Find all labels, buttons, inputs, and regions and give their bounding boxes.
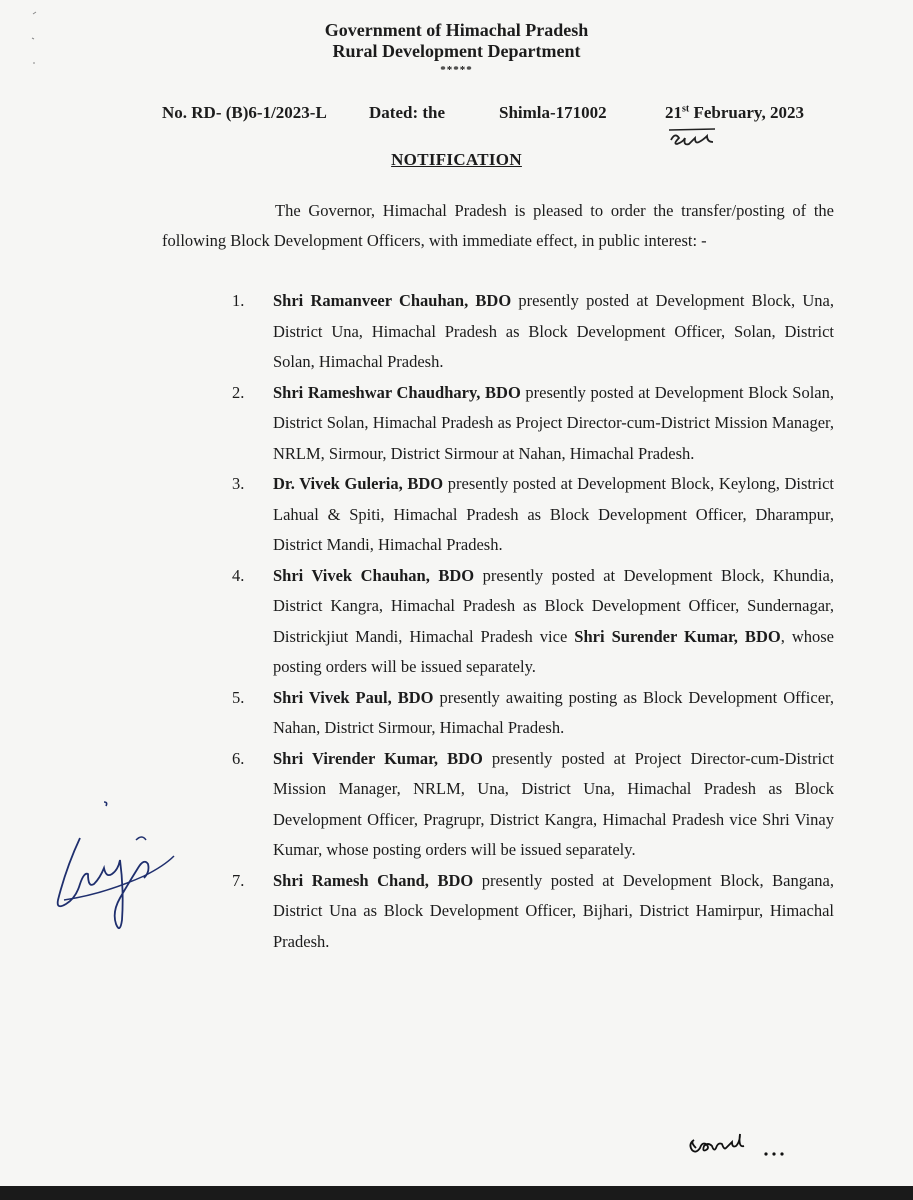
reference-dated: Dated: the [369,103,446,122]
item-text [273,286,834,378]
intro-text: The Governor, Himachal Pradesh is pleased to order the transfer/posting of the following Block Development Officers, with immediate effect, in public interest: - [162,201,834,250]
item-text [273,378,834,470]
posting-details: presently posted at Project Director-cum-District Mission Manager, NRLM, Una, District Una, Himachal Pradesh as Block Development Officer, Pragrupr, District Kangra, Himachal Pradesh vice Shri Vinay Kumar, whose posting orders will be issued separately. [273,748,834,859]
date-day: 21 [665,103,682,122]
dispatch-mark-handwriting [667,126,717,146]
header-government: Government of Himachal Pradesh [324,20,589,40]
officer-name: Shri Vivek Chauhan, BDO [273,565,475,585]
handwritten-signature [52,800,177,940]
item-number: 7. [232,870,245,890]
page-bottom-edge [0,1186,913,1200]
item-number: 3. [232,474,245,493]
item-text [273,469,834,561]
item-number: 4. [232,565,245,585]
item-number: 6. [232,748,245,768]
item-number: 5. [232,687,245,707]
header-department: Rural Development Department [332,41,581,61]
notification-title: NOTIFICATION [391,150,522,169]
list-item [232,469,834,561]
list-item [232,378,834,470]
officer-name: Shri Vivek Paul, BDO [273,687,434,707]
posting-details: presently awaiting posting as Block Development Officer, Nahan, District Sirmour, Himachal Pradesh. [273,687,834,737]
list-item [232,286,834,378]
officer-name: Dr. Vivek Guleria, BDO [273,474,444,493]
list-item [232,683,834,744]
item-text [273,866,834,958]
item-text [273,744,834,866]
officer-name: Shri Rameshwar Chaudhary, BDO [273,382,521,402]
posting-details: presently posted at Development Block, Keylong, District Lahual & Spiti, Himachal Pradesh as Block Development Officer, Dharampur, District Mandi, Himachal Pradesh. [273,474,834,554]
posting-details: presently posted at Development Block, Khundia, District Kangra, Himachal Pradesh as Block Development Officer, Sundernagar, Districkjiut Mandi, Himachal Pradesh vice [273,565,834,646]
intro-paragraph [162,196,834,256]
officer-name: Shri Ramesh Chand, BDO [273,870,474,890]
item-text [273,683,834,744]
posting-details-tail: , whose posting orders will be issued separately. [273,626,835,676]
posting-details: presently posted at Development Block, Una, District Una, Himachal Pradesh as Block Development Officer, Solan, District Solan, Himachal Pradesh. [273,291,834,371]
list-item [232,744,834,866]
reference-date [665,103,804,123]
reference-place: Shimla-171002 [499,103,607,122]
item-number: 2. [232,382,245,402]
posting-details: presently posted at Development Block Solan, District Solan, Himachal Pradesh as Project Director-cum-District Mission Manager, NRLM, Sirmour, District Sirmour at Nahan, Himachal Pradesh. [273,382,834,463]
transfer-list [232,286,834,957]
item-text [273,561,834,683]
reference-number: No. RD- (B)6-1/2023-L [162,103,327,122]
vice-officer-name: Shri Surender Kumar, BDO [574,626,781,646]
officer-name: Shri Virender Kumar, BDO [273,748,483,768]
list-item [232,561,834,683]
posting-details: presently posted at Development Block, Bangana, District Una as Block Development Officer, Bijhari, District Hamirpur, Himachal Pradesh. [273,870,835,951]
date-suffix: st [682,103,690,115]
list-item [232,866,834,958]
officer-name: Shri Ramanveer Chauhan, BDO [273,291,512,310]
contd-handwriting [688,1132,788,1164]
header-stars: ***** [440,64,473,76]
date-rest: February, 2023 [689,103,804,122]
item-number: 1. [232,291,245,310]
